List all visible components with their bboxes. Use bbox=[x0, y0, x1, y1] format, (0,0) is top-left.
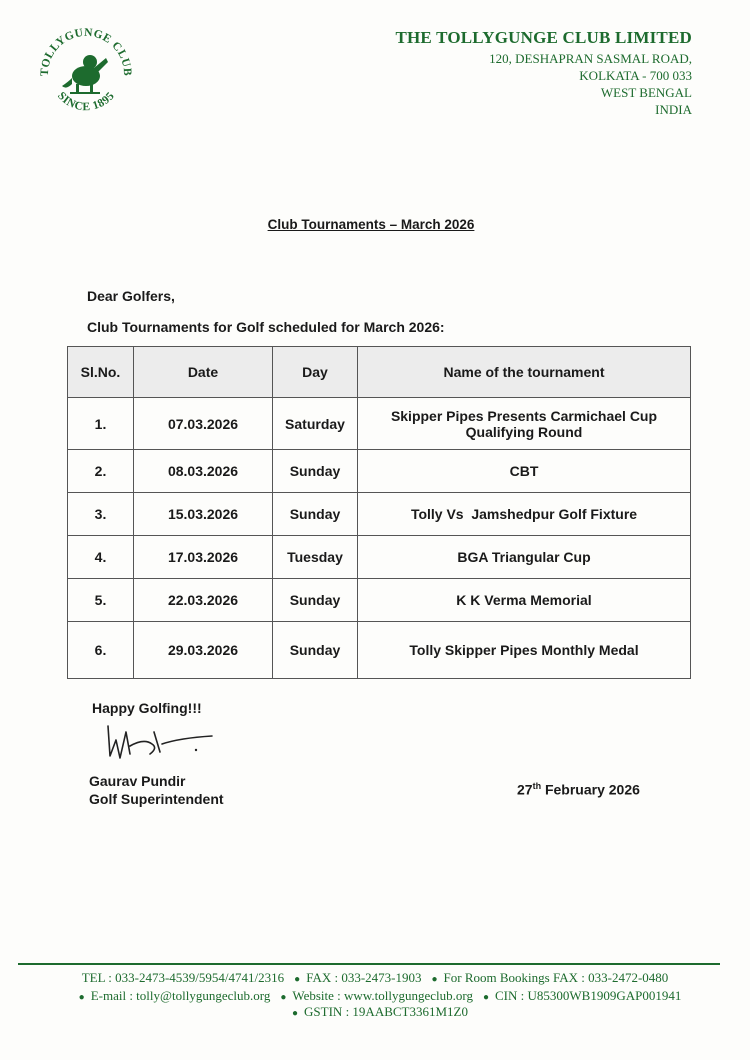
table-row bbox=[68, 493, 691, 536]
closing-text: Happy Golfing!!! bbox=[92, 700, 202, 716]
address-line: 120, DESHAPRAN SASMAL ROAD, bbox=[489, 51, 692, 66]
letter-date bbox=[517, 781, 640, 798]
bullet-icon: ● bbox=[482, 992, 489, 1003]
footer-tel: TEL : 033-2473-4539/5954/4741/2316 bbox=[81, 970, 285, 985]
footer-cin: CIN : U85300WB1909GAP001941 bbox=[495, 988, 682, 1003]
document-title: Club Tournaments – March 2026 bbox=[267, 217, 475, 232]
cell-day: Tuesday bbox=[273, 536, 358, 579]
cell-day: Sunday bbox=[273, 493, 358, 536]
footer-line-3 bbox=[0, 1004, 750, 1020]
intro-text: Club Tournaments for Golf scheduled for March 2026: bbox=[87, 319, 445, 335]
cell-tournament-name: CBT bbox=[358, 450, 691, 493]
cell-sl-no: 6. bbox=[68, 622, 134, 679]
cell-tournament-name: BGA Triangular Cup bbox=[358, 536, 691, 579]
header-sl-no: Sl.No. bbox=[68, 347, 134, 398]
date-suffix: th bbox=[532, 781, 542, 791]
tournament-name-line: Skipper Pipes Presents Carmichael Cup bbox=[390, 407, 658, 424]
table-header-row bbox=[68, 347, 691, 398]
cell-tournament-name: Tolly Skipper Pipes Monthly Medal bbox=[358, 622, 691, 679]
cell-day: Sunday bbox=[273, 622, 358, 679]
footer-website[interactable]: Website : www.tollygungeclub.org bbox=[292, 988, 473, 1003]
cell-date: 07.03.2026 bbox=[134, 398, 273, 450]
footer-room-fax: For Room Bookings FAX : 033-2472-0480 bbox=[443, 970, 669, 985]
cell-day: Saturday bbox=[273, 398, 358, 450]
org-header bbox=[395, 28, 692, 118]
address-line: KOLKATA - 700 033 bbox=[579, 68, 692, 83]
header-tournament-name: Name of the tournament bbox=[358, 347, 691, 398]
footer-line-2 bbox=[0, 988, 750, 1004]
header-day: Day bbox=[273, 347, 358, 398]
cell-date: 22.03.2026 bbox=[134, 579, 273, 622]
cell-day: Sunday bbox=[273, 450, 358, 493]
bullet-icon: ● bbox=[78, 992, 85, 1003]
table-row bbox=[68, 579, 691, 622]
signer-block bbox=[89, 772, 224, 808]
tournament-table bbox=[67, 346, 691, 679]
cell-day: Sunday bbox=[273, 579, 358, 622]
date-day: 27 bbox=[517, 781, 533, 798]
cell-sl-no: 1. bbox=[68, 398, 134, 450]
logo-text-bottom: SINCE 1895 bbox=[54, 89, 118, 114]
org-name: THE TOLLYGUNGE CLUB LIMITED bbox=[395, 28, 692, 47]
table-row bbox=[68, 536, 691, 579]
footer-divider bbox=[18, 963, 720, 965]
cell-date: 08.03.2026 bbox=[134, 450, 273, 493]
signer-role: Golf Superintendent bbox=[89, 791, 224, 807]
cell-sl-no: 4. bbox=[68, 536, 134, 579]
cell-tournament-name bbox=[358, 398, 691, 450]
cell-date: 15.03.2026 bbox=[134, 493, 273, 536]
cell-tournament-name: K K Verma Memorial bbox=[358, 579, 691, 622]
cell-sl-no: 2. bbox=[68, 450, 134, 493]
lion-crest-icon bbox=[62, 55, 108, 94]
signature-mark bbox=[100, 718, 230, 770]
footer-email[interactable]: E-mail : tolly@tollygungeclub.org bbox=[90, 988, 271, 1003]
bullet-icon: ● bbox=[280, 992, 287, 1003]
table-row bbox=[68, 450, 691, 493]
cell-date: 29.03.2026 bbox=[134, 622, 273, 679]
cell-sl-no: 5. bbox=[68, 579, 134, 622]
signer-name: Gaurav Pundir bbox=[89, 773, 186, 789]
cell-sl-no: 3. bbox=[68, 493, 134, 536]
table-row bbox=[68, 398, 691, 450]
tournament-name-line: Qualifying Round bbox=[465, 423, 583, 440]
bullet-icon: ● bbox=[292, 1008, 299, 1019]
club-logo bbox=[32, 18, 140, 126]
footer-fax: FAX : 033-2473-1903 bbox=[306, 970, 422, 985]
table-row bbox=[68, 622, 691, 679]
cell-tournament-name: Tolly Vs Jamshedpur Golf Fixture bbox=[358, 493, 691, 536]
address-line: INDIA bbox=[655, 102, 692, 117]
footer-gstin: GSTIN : 19AABCT3361M1Z0 bbox=[304, 1004, 468, 1019]
cell-date: 17.03.2026 bbox=[134, 536, 273, 579]
bullet-icon: ● bbox=[431, 974, 438, 985]
date-rest: February 2026 bbox=[541, 781, 640, 798]
bullet-icon: ● bbox=[294, 974, 301, 985]
footer-line-1 bbox=[0, 970, 750, 986]
logo-text-top: TOLLYGUNGE CLUB bbox=[38, 26, 134, 77]
address-line: WEST BENGAL bbox=[600, 85, 692, 100]
header-date: Date bbox=[134, 347, 273, 398]
greeting: Dear Golfers, bbox=[87, 288, 175, 304]
